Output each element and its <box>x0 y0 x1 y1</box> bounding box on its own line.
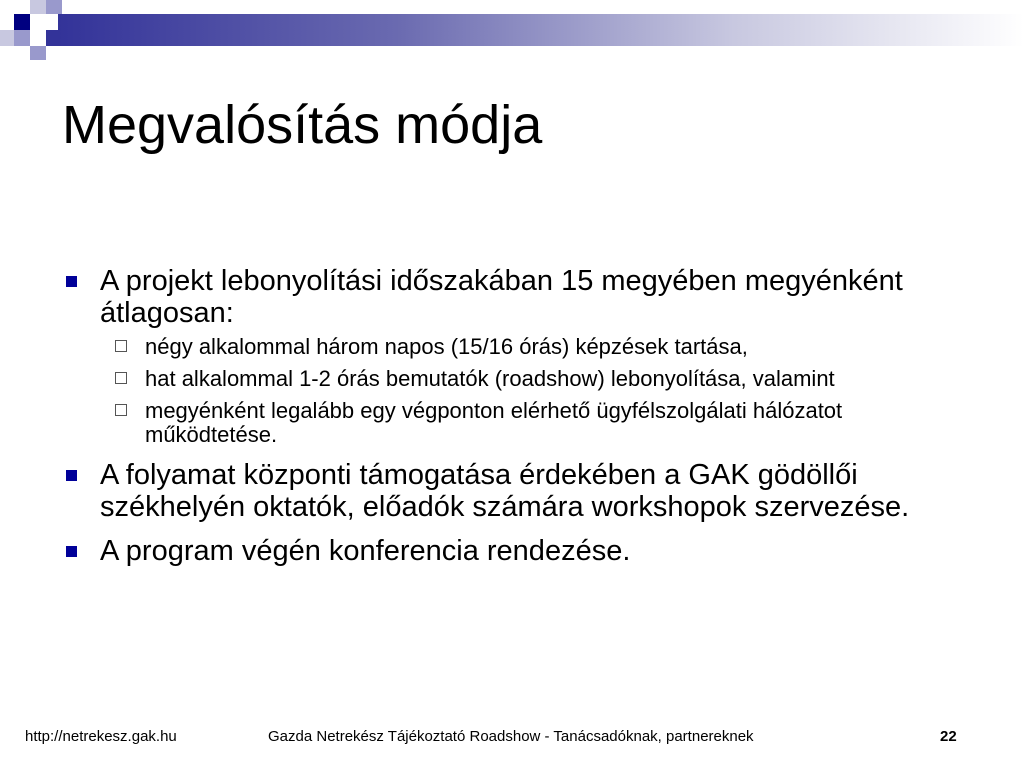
deco-square <box>30 30 46 46</box>
sub-bullet-text: hat alkalommal 1-2 órás bemutatók (roadshow) lebonyolítása, valamint <box>145 366 835 391</box>
bullet-text: A folyamat központi támogatása érdekében a GAK gödöllői székhelyén oktatók, előadók számára workshopok szervezése. <box>100 459 910 523</box>
deco-square <box>30 0 46 14</box>
bullet-item <box>62 459 962 523</box>
deco-square <box>14 30 30 46</box>
bullet-item <box>62 535 962 567</box>
sub-bullet-text: négy alkalommal három napos (15/16 órás) képzések tartása, <box>145 334 748 359</box>
bullet-item <box>62 265 962 447</box>
bullet-list <box>62 265 962 579</box>
bullet-text: A program végén konferencia rendezése. <box>100 535 631 567</box>
page-number: 22 <box>940 728 957 745</box>
deco-square <box>46 30 58 46</box>
square-bullet-icon <box>66 470 77 481</box>
hollow-square-bullet-icon <box>115 404 127 416</box>
sub-bullet-text: megyénként legalább egy végponton elérhető ügyfélszolgálati hálózatot működtetése. <box>145 398 843 447</box>
square-bullet-icon <box>66 276 77 287</box>
sub-bullet-item <box>100 335 962 359</box>
hollow-square-bullet-icon <box>115 372 127 384</box>
footer-url: http://netrekesz.gak.hu <box>25 728 177 745</box>
header-decoration <box>0 0 1024 62</box>
header-gradient-bar <box>58 14 1024 46</box>
bullet-text: A projekt lebonyolítási időszakában 15 megyében megyénként átlagosan: <box>100 265 903 329</box>
slide-title: Megvalósítás módja <box>62 95 543 155</box>
square-bullet-icon <box>66 546 77 557</box>
sub-bullet-item <box>100 399 962 447</box>
deco-square <box>14 14 30 30</box>
deco-square <box>46 0 62 14</box>
sub-bullet-list <box>100 335 962 447</box>
footer-caption: Gazda Netrekész Tájékoztató Roadshow - Tanácsadóknak, partnereknek <box>268 728 754 745</box>
hollow-square-bullet-icon <box>115 340 127 352</box>
deco-square <box>30 46 46 60</box>
deco-square <box>0 30 14 46</box>
sub-bullet-item <box>100 367 962 391</box>
